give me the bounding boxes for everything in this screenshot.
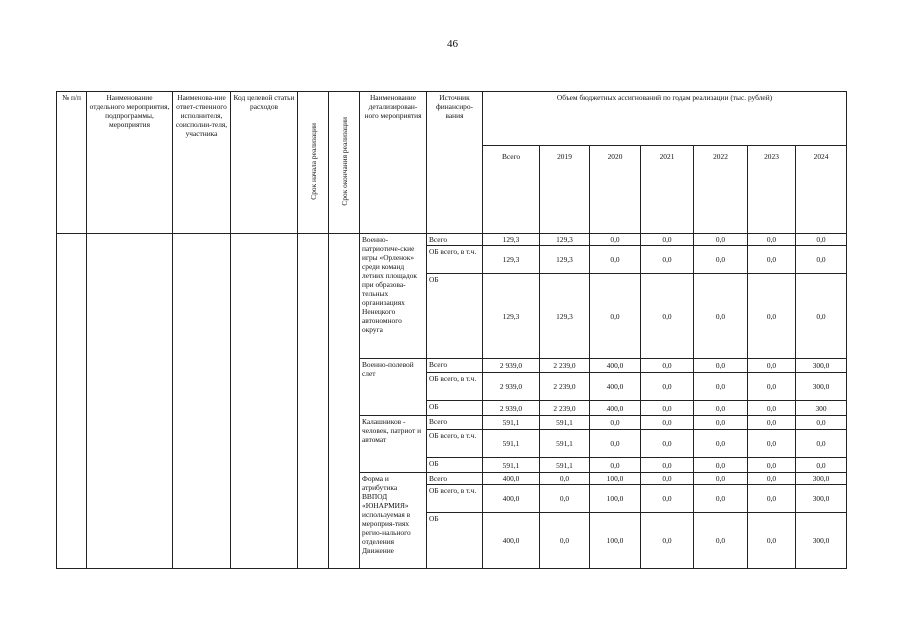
header-year: 2024: [796, 146, 847, 234]
value-cell: 0,0: [641, 513, 694, 569]
value-cell: 400,0: [483, 513, 540, 569]
header-volume: Объем бюджетных ассигнований по годам реализации (тыс. рублей): [483, 92, 847, 146]
value-cell: 0,0: [694, 274, 748, 359]
value-cell: 2 939,0: [483, 359, 540, 373]
source-cell: ОБ всего, в т.ч.: [427, 430, 483, 458]
header-source: Источник финансиро-вания: [427, 92, 483, 234]
header-end: Срок окончания реализации: [329, 92, 360, 234]
value-cell: 400,0: [483, 485, 540, 513]
value-cell: 0,0: [641, 246, 694, 274]
value-cell: 0,0: [641, 473, 694, 485]
source-cell: ОБ: [427, 274, 483, 359]
value-cell: 0,0: [590, 430, 641, 458]
value-cell: 0,0: [748, 373, 796, 401]
value-cell: 129,3: [483, 274, 540, 359]
value-cell: 0,0: [641, 274, 694, 359]
value-cell: 0,0: [748, 513, 796, 569]
value-cell: 100,0: [590, 485, 641, 513]
cell-num: [57, 234, 87, 569]
value-cell: 0,0: [748, 430, 796, 458]
value-cell: 300,0: [796, 513, 847, 569]
value-cell: 0,0: [796, 430, 847, 458]
value-cell: 0,0: [590, 234, 641, 246]
source-cell: ОБ всего, в т.ч.: [427, 485, 483, 513]
value-cell: 0,0: [796, 458, 847, 473]
value-cell: 0,0: [694, 234, 748, 246]
value-cell: 0,0: [748, 359, 796, 373]
value-cell: 300,0: [796, 359, 847, 373]
value-cell: 0,0: [694, 359, 748, 373]
value-cell: 0,0: [540, 513, 590, 569]
source-cell: ОБ: [427, 458, 483, 473]
header-responsible: Наименова-ние ответ-ственного исполнителя, соисполни-теля, участника: [173, 92, 231, 234]
value-cell: 0,0: [641, 416, 694, 430]
source-cell: Всего: [427, 359, 483, 373]
value-cell: 129,3: [540, 234, 590, 246]
cell-start: [298, 234, 329, 569]
source-cell: ОБ: [427, 401, 483, 416]
header-year: Всего: [483, 146, 540, 234]
value-cell: 100,0: [590, 513, 641, 569]
header-num: № п/п: [57, 92, 87, 234]
value-cell: 591,1: [540, 458, 590, 473]
cell-end: [329, 234, 360, 569]
value-cell: 129,3: [540, 246, 590, 274]
value-cell: 591,1: [483, 416, 540, 430]
detail-name: Форма и атрибутика ВВПОД «ЮНАРМИЯ» используемая в мероприя-тиях регио-нального отделения Движение: [360, 473, 427, 569]
value-cell: 0,0: [796, 246, 847, 274]
value-cell: 591,1: [483, 430, 540, 458]
cell-responsible: [173, 234, 231, 569]
value-cell: 0,0: [796, 416, 847, 430]
value-cell: 0,0: [641, 458, 694, 473]
value-cell: 0,0: [748, 246, 796, 274]
source-cell: Всего: [427, 416, 483, 430]
value-cell: 0,0: [748, 274, 796, 359]
value-cell: 100,0: [590, 473, 641, 485]
value-cell: 0,0: [796, 274, 847, 359]
value-cell: 0,0: [796, 234, 847, 246]
value-cell: 0,0: [748, 473, 796, 485]
value-cell: 0,0: [694, 513, 748, 569]
value-cell: 0,0: [540, 473, 590, 485]
value-cell: 2 939,0: [483, 373, 540, 401]
header-code: Код целевой статьи расходов: [231, 92, 298, 234]
value-cell: 0,0: [590, 274, 641, 359]
value-cell: 0,0: [641, 401, 694, 416]
value-cell: 0,0: [641, 430, 694, 458]
value-cell: 2 239,0: [540, 373, 590, 401]
value-cell: 0,0: [694, 401, 748, 416]
cell-name: [87, 234, 173, 569]
value-cell: 0,0: [641, 485, 694, 513]
value-cell: 0,0: [694, 485, 748, 513]
header-detail: Наименование детализирован-ного мероприятия: [360, 92, 427, 234]
source-cell: ОБ всего, в т.ч.: [427, 246, 483, 274]
value-cell: 300,0: [796, 485, 847, 513]
value-cell: 129,3: [483, 234, 540, 246]
header-name: Наименование отдельного мероприятия, подпрограммы, мероприятия: [87, 92, 173, 234]
value-cell: 0,0: [641, 234, 694, 246]
value-cell: 591,1: [483, 458, 540, 473]
value-cell: 400,0: [590, 401, 641, 416]
value-cell: 300,0: [796, 373, 847, 401]
value-cell: 0,0: [694, 416, 748, 430]
value-cell: 0,0: [748, 458, 796, 473]
value-cell: 0,0: [694, 373, 748, 401]
cell-code: [231, 234, 298, 569]
value-cell: 0,0: [641, 359, 694, 373]
detail-name: Калашников - человек, патриот и автомат: [360, 416, 427, 473]
source-cell: ОБ: [427, 513, 483, 569]
value-cell: 300: [796, 401, 847, 416]
value-cell: 0,0: [748, 485, 796, 513]
value-cell: 591,1: [540, 430, 590, 458]
value-cell: 400,0: [590, 373, 641, 401]
detail-name: Военно-полевой слет: [360, 359, 427, 416]
value-cell: 0,0: [748, 401, 796, 416]
header-year: 2023: [748, 146, 796, 234]
value-cell: 300,0: [796, 473, 847, 485]
source-cell: Всего: [427, 473, 483, 485]
value-cell: 0,0: [590, 246, 641, 274]
source-cell: ОБ всего, в т.ч.: [427, 373, 483, 401]
header-year: 2021: [641, 146, 694, 234]
value-cell: 0,0: [748, 234, 796, 246]
header-year: 2022: [694, 146, 748, 234]
detail-name: Военно-патриотиче-ские игры «Орленок» среди команд летних площадок при образова-тельных организациях Ненецкого автономного округа: [360, 234, 427, 359]
table-row: [57, 234, 847, 246]
value-cell: 0,0: [540, 485, 590, 513]
value-cell: 400,0: [483, 473, 540, 485]
value-cell: 2 939,0: [483, 401, 540, 416]
page-number: 46: [447, 38, 458, 50]
value-cell: 0,0: [748, 416, 796, 430]
value-cell: 400,0: [590, 359, 641, 373]
value-cell: 0,0: [694, 430, 748, 458]
value-cell: 0,0: [641, 373, 694, 401]
header-year: 2020: [590, 146, 641, 234]
source-cell: Всего: [427, 234, 483, 246]
header-start: Срок начала реализации: [298, 92, 329, 234]
value-cell: 0,0: [694, 246, 748, 274]
value-cell: 129,3: [540, 274, 590, 359]
value-cell: 0,0: [694, 473, 748, 485]
value-cell: 129,3: [483, 246, 540, 274]
value-cell: 2 239,0: [540, 359, 590, 373]
value-cell: 591,1: [540, 416, 590, 430]
value-cell: 0,0: [590, 416, 641, 430]
value-cell: 0,0: [694, 458, 748, 473]
value-cell: 0,0: [590, 458, 641, 473]
header-year: 2019: [540, 146, 590, 234]
budget-table: [56, 91, 847, 569]
value-cell: 2 239,0: [540, 401, 590, 416]
